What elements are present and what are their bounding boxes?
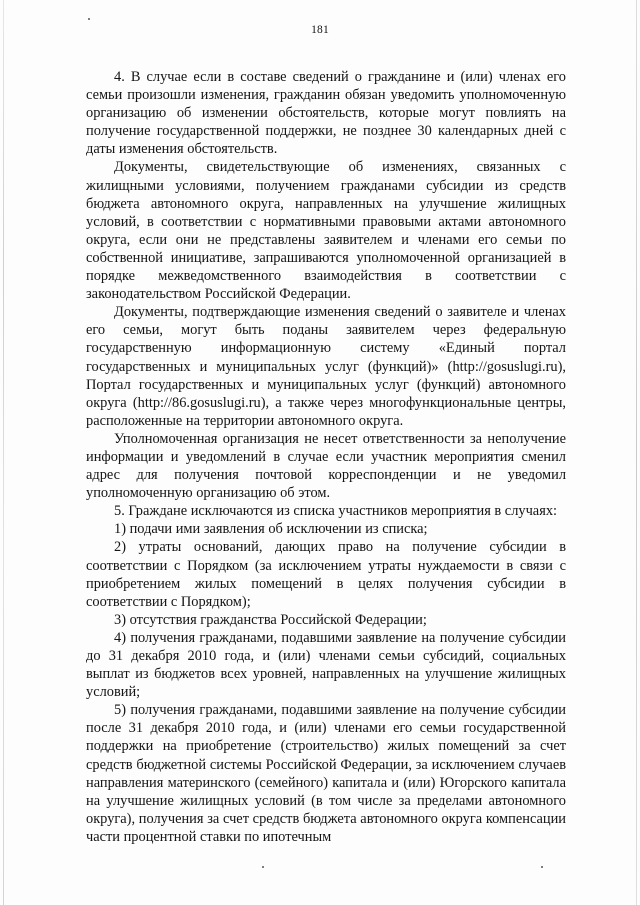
scan-speck (541, 866, 543, 868)
scan-speck (262, 866, 264, 868)
list-item-2: 2) утраты оснований, дающих право на получение субсидии в соответствии с Порядком (за исключением утраты нуждаемости в связи с приобретением жилых помещений в целях получения субсидии в соответствии с Порядком); (86, 539, 566, 610)
page-number: 181 (311, 24, 329, 36)
paragraph-responsibility: Уполномоченная организация не несет ответственности за неполучение информации и уведомлений в случае если участник мероприятия сменил адрес для получения почтовой корреспонденции и не уведомил уполномоченную организацию об этом. (86, 430, 566, 502)
list-item-5: 5) получения гражданами, подавшими заявление на получение субсидии после 31 декабря 2010 года, и (или) членами его семьи государственной поддержки на приобретение (строительство) жилых помещений за счет средств бюджетной системы Российской Федерации, за исключением случаев направления материнского (семейного) капитала и (или) Югорского капитала на улучшение жилищных условий (в том числе за пределами автономного округа), получения за счет средств бюджета автономного округа компенсации части процентной ставки по ипотечным (86, 702, 566, 845)
scan-speck (88, 18, 90, 20)
scan-right-edge (636, 0, 637, 905)
document-body (86, 68, 566, 846)
paragraph-item-5: 5. Граждане исключаются из списка участников мероприятия в случаях: (114, 503, 558, 520)
paragraph-documents-housing: Документы, свидетельствующие об изменениях, связанных с жилищными условиями, получением гражданами субсидии из средств бюджета автономного округа, направленных на улучшение жилищных условий, в соответствии с нормативными правовыми актами автономного округа, если они не представлены заявителем и членами его семьи по собственной инициативе, запрашиваются уполномоченной организацией в порядке межведомственного взаимодействия в соответствии с законодательством Российской Федерации. (86, 159, 566, 303)
list-item-1: 1) подачи ими заявления об исключении из списка; (114, 521, 428, 538)
paragraph-documents-changes: Документы, подтверждающие изменения сведений о заявителе и членах его семьи, могут быть поданы заявителем через федеральную государственную информационную систему «Единый портал государственных и муниципальных услуг (функций)» (http://gosuslugi.ru), Портал государственных и муниципальных услуг (функций) автономного округа (http://86.gosuslugi.ru), а также через многофункциональные центры, расположенные на территории автономного округа. (86, 304, 566, 429)
list-item-3: 3) отсутствия гражданства Российской Федерации; (114, 611, 427, 628)
paragraph-item-4: 4. В случае если в составе сведений о гражданине и (или) членах его семьи произошли изменения, гражданин обязан уведомить уполномоченную организацию об изменении обстоятельств, которые могут повлиять на получение государственной поддержки, не позднее 30 календарных дней с даты изменения обстоятельств. (86, 69, 566, 158)
scan-left-edge (3, 0, 4, 905)
list-item-4: 4) получения гражданами, подавшими заявление на получение субсидии до 31 декабря 2010 года, и (или) членами семьи субсидий, социальных выплат из бюджетов всех уровней, направленных на улучшение жилищных условий; (86, 629, 566, 701)
